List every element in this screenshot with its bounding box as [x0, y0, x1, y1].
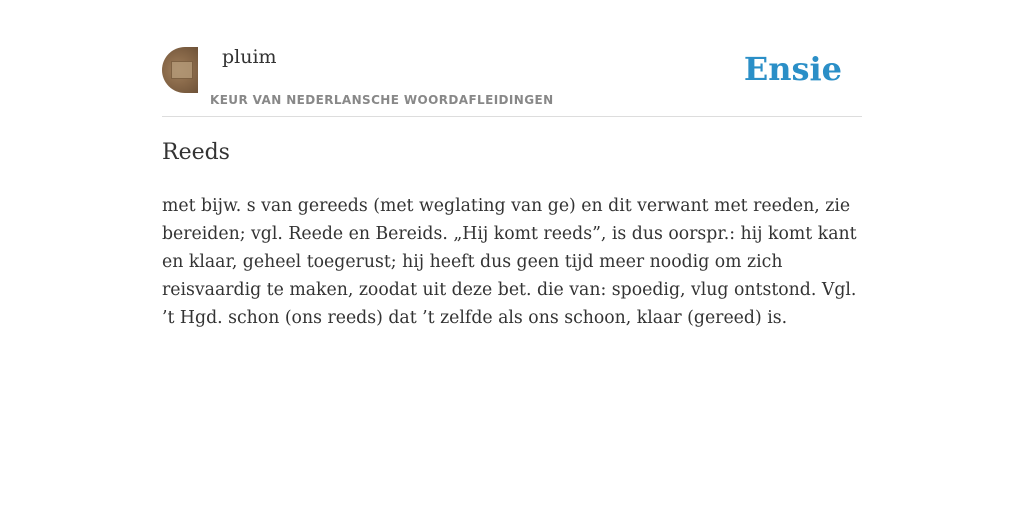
author-name[interactable]: pluim	[222, 46, 277, 68]
avatar[interactable]	[162, 47, 198, 93]
ensie-logo[interactable]: Ensie	[743, 50, 842, 88]
entry-term: Reeds	[162, 140, 230, 165]
entry-header	[162, 44, 862, 117]
book-cover-icon	[171, 61, 193, 79]
source-link[interactable]: KEUR VAN NEDERLANSCHE WOORDAFLEIDINGEN	[210, 93, 554, 107]
entry-definition: met bijw. s van gereeds (met weglating van ge) en dit verwant met reeden, zie bereiden; vgl. Reede en Bereids. „Hij komt reeds”, is dus oorspr.: hij komt kant en klaar, geheel toegerust; hij heeft dus geen tijd meer noodig om zich reisvaardig te maken, zoodat uit deze bet. die van: spoedig, vlug ontstond. Vgl. ’t Hgd. schon (ons reeds) dat ’t zelfde als ons schoon, klaar (gereed) is.	[162, 196, 857, 328]
